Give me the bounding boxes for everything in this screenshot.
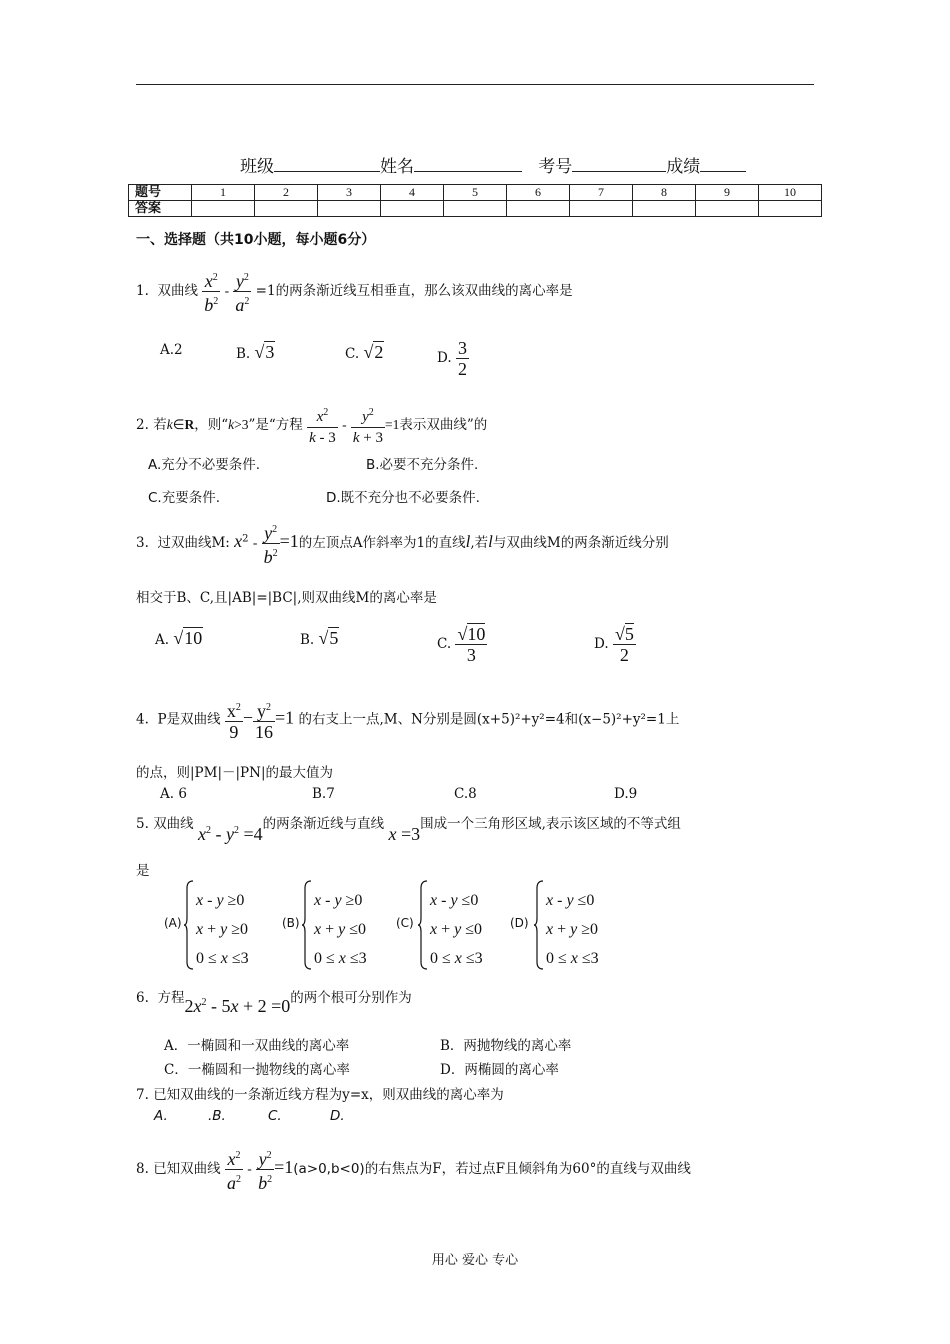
question-text: 过双曲线M: [157, 535, 230, 551]
option-a[interactable] [155, 628, 203, 649]
table-cell: 6 [507, 185, 570, 201]
question-text: 的两个根可分别作为 [290, 990, 412, 1006]
score-label: 成绩 [666, 157, 701, 177]
sqrt-expression: √2 [363, 342, 384, 362]
option-b[interactable]: (B) [282, 916, 300, 930]
option-label: B. [300, 632, 315, 648]
option-c[interactable]: C.8 [454, 786, 477, 802]
brace-icon [418, 880, 426, 970]
option-b[interactable]: B.7 [312, 786, 335, 802]
table-row [129, 201, 822, 217]
option-label: B. [236, 346, 251, 362]
fraction: $\frac{y^2}{k + 3}$ [351, 403, 385, 448]
option-a[interactable]: A.充分不必要条件. [148, 457, 261, 473]
question-text: ，则“ [194, 417, 229, 433]
question-text: 方程 [157, 990, 185, 1006]
option-c[interactable] [345, 342, 384, 363]
sqrt-expression: √3 [254, 342, 275, 362]
class-field[interactable] [274, 155, 380, 172]
fraction: $\frac{y^2}{16}$ [253, 698, 275, 742]
answer-cell[interactable] [192, 201, 255, 217]
fraction: $\frac{y^2}{a^2}$ [233, 268, 251, 315]
question-text: 双曲线 [157, 283, 198, 299]
question-3-line-2: 相交于B、C,且|AB|=|BC|,则双曲线M的离心率是 [136, 590, 437, 606]
answer-cell[interactable] [381, 201, 444, 217]
question-text: =1 [255, 283, 276, 299]
fraction: $\frac{x^2}{k - 3}$ [307, 403, 338, 448]
option-d[interactable]: D.9 [614, 786, 638, 802]
option-d[interactable]: (D) [510, 916, 529, 930]
option-c[interactable]: (C) [396, 916, 414, 930]
question-4-line-2: 的点，则|PM|－|PN|的最大值为 [136, 765, 333, 781]
question-number: 6. [136, 990, 149, 1006]
fraction: $\frac{3}{2}$ [457, 338, 467, 379]
question-text: P是双曲线 [157, 711, 221, 728]
table-cell: 4 [381, 185, 444, 201]
option-c[interactable]: C．一椭圆和一抛物线的离心率 [164, 1062, 350, 1078]
question-text: 围成一个三角形区域,表示该区域的不等式组 [420, 816, 681, 832]
option-d[interactable]: D. [330, 1108, 345, 1124]
option-a[interactable]: (A) [164, 916, 182, 930]
table-cell: 10 [759, 185, 822, 201]
option-label: C. [345, 346, 360, 362]
sqrt-expression: √10 [173, 628, 203, 648]
question-text: 与双曲线M的两条渐近线分别 [492, 535, 669, 551]
question-number: 1. [136, 283, 149, 299]
option-a[interactable]: A. [154, 1108, 168, 1124]
question-7 [136, 1083, 504, 1103]
fraction: $\frac{y^2}{b^2}$ [256, 1146, 274, 1193]
question-text: 双曲线 [153, 816, 194, 832]
inequality-system-d: x - y ≤0 x + y ≥0 0 ≤ x ≤3 [546, 892, 599, 967]
question-8: 8. 已知双曲线 $\frac{x^2}{a^2}$ - $\frac{y^2}{b^2}$ =1(a>0,b<0)的右焦点为F，若过点F且倾斜角为60°的直线与双曲线 [136, 1146, 691, 1193]
question-number: 3. [136, 535, 149, 551]
question-number: 7. [136, 1087, 149, 1103]
question-1: 1. 双曲线 $\frac{x^2}{b^2}$ - $\frac{y^2}{a^2}$ =1的两条渐近线互相垂直，那么该双曲线的离心率是 [136, 268, 573, 315]
fraction: $\frac{x^2}{a^2}$ [225, 1146, 243, 1193]
fraction: $\frac{y^2}{b^2}$ [262, 520, 280, 567]
question-text: ”是“方程 [248, 417, 303, 433]
question-text: 的右焦点为F，若过点F且倾斜角为60°的直线与双曲线 [364, 1161, 691, 1177]
answer-cell[interactable] [696, 201, 759, 217]
row-label-answer: 答案 [129, 201, 192, 217]
option-b[interactable]: .B. [208, 1108, 226, 1124]
question-5-line-2: 是 [136, 863, 150, 879]
answer-cell[interactable] [318, 201, 381, 217]
question-number: 8. [136, 1161, 149, 1177]
question-text: 的左顶点A作斜率为1的直线 [298, 535, 466, 551]
student-info-line [240, 152, 746, 177]
footer-text: 用心 爱心 专心 [431, 1253, 519, 1268]
option-c[interactable]: C. [268, 1108, 282, 1124]
option-label: C. [437, 636, 452, 652]
option-a[interactable]: A.2 [160, 342, 183, 358]
section-title: 一、选择题（共10小题，每小题6分） [136, 232, 376, 248]
question-text: 的两条渐近线互相垂直，那么该双曲线的离心率是 [275, 283, 573, 299]
name-label: 姓名 [380, 157, 414, 177]
name-field[interactable] [414, 155, 522, 172]
fraction: $\frac{x^2}{9}$ [225, 698, 243, 742]
question-text: 已知双曲线 [153, 1161, 221, 1177]
table-cell: 8 [633, 185, 696, 201]
table-row [129, 185, 822, 201]
sqrt-expression: √5 [318, 628, 339, 648]
option-a[interactable]: A．一椭圆和一双曲线的离心率 [164, 1038, 350, 1054]
score-field[interactable] [700, 155, 746, 172]
option-d[interactable] [594, 624, 636, 665]
fraction: $\frac{√10}{3}$ [457, 624, 486, 665]
question-text: 若 [153, 417, 167, 433]
answer-cell[interactable] [759, 201, 822, 217]
option-c[interactable]: C.充要条件. [148, 490, 221, 506]
id-field[interactable] [572, 155, 666, 172]
fraction: $\frac{√5}{2}$ [614, 624, 634, 665]
question-4: 4. P是双曲线 $\frac{x^2}{9}$ − $\frac{y^2}{16}$ =1 的右支上一点,M、N分别是圆(x+5)²+y²=4和(x−5)²+y²=1上 [136, 698, 679, 742]
option-b[interactable] [300, 628, 339, 649]
question-text: 表示双曲线”的 [399, 417, 488, 433]
brace-icon [302, 880, 310, 970]
question-2: 2. 若k∈R，则“k>3”是“方程 $\frac{x^2}{k - 3}$ - $\frac{y^2}{k + 3}$ =1表示双曲线”的 [136, 403, 487, 448]
option-label: D. [437, 350, 452, 366]
question-text: ,若 [470, 535, 489, 551]
question-number: 5. [136, 816, 149, 832]
question-3: 3. 过双曲线M: $x^2$ - $\frac{y^2}{b^2}$ =1的左顶点A作斜率为1的直线l,若l与双曲线M的两条渐近线分别 [136, 520, 669, 567]
brace-icon [534, 880, 542, 970]
option-d[interactable] [437, 338, 469, 379]
question-number: 4. [136, 711, 149, 728]
answer-cell[interactable] [570, 201, 633, 217]
table-cell: 2 [255, 185, 318, 201]
option-label: D. [594, 636, 609, 652]
table-cell: 1 [192, 185, 255, 201]
inequality-system-c: x - y ≤0 x + y ≤0 0 ≤ x ≤3 [430, 892, 483, 967]
option-a[interactable]: A. 6 [160, 786, 187, 802]
table-cell: 7 [570, 185, 633, 201]
answer-cell[interactable] [255, 201, 318, 217]
option-b[interactable]: B．两抛物线的离心率 [440, 1038, 572, 1054]
brace-icon [184, 880, 192, 970]
table-cell: 5 [444, 185, 507, 201]
option-c[interactable] [437, 624, 487, 665]
option-b[interactable] [236, 342, 275, 363]
answer-cell[interactable] [633, 201, 696, 217]
question-text: (a>0,b<0) [293, 1161, 365, 1177]
table-cell: 3 [318, 185, 381, 201]
top-rule [136, 84, 814, 85]
answer-table [128, 184, 822, 217]
answer-cell[interactable] [507, 201, 570, 217]
row-label-number: 题号 [129, 185, 192, 201]
class-label: 班级 [240, 157, 274, 177]
option-label: A. [155, 632, 170, 648]
question-text: 已知双曲线的一条渐近线方程为y=x，则双曲线的离心率为 [153, 1087, 504, 1103]
option-b[interactable]: B.必要不充分条件. [366, 457, 479, 473]
fraction: $\frac{x^2}{b^2}$ [202, 268, 220, 315]
question-6: 6. 方程$2x^2 - 5x + 2 =0$的两个根可分别作为 [136, 990, 412, 1016]
id-label: 考号 [538, 157, 573, 177]
question-5: 5. 双曲线 $x^2 - y^2 =4$的两条渐近线与直线 x =3围成一个三角形区域,表示该区域的不等式组 [136, 816, 681, 844]
option-d[interactable]: D.既不充分也不必要条件. [326, 490, 480, 506]
question-number: 2. [136, 417, 149, 433]
option-d[interactable]: D．两椭圆的离心率 [440, 1062, 559, 1078]
question-text: 的两条渐近线与直线 [262, 816, 385, 832]
answer-cell[interactable] [444, 201, 507, 217]
inequality-system-b: x - y ≥0 x + y ≤0 0 ≤ x ≤3 [314, 892, 367, 967]
inequality-system-a: x - y ≥0 x + y ≥0 0 ≤ x ≤3 [196, 892, 249, 967]
table-cell: 9 [696, 185, 759, 201]
question-text: 的右支上一点,M、N分别是圆(x+5)²+y²=4和(x−5)²+y²=1上 [298, 711, 680, 728]
